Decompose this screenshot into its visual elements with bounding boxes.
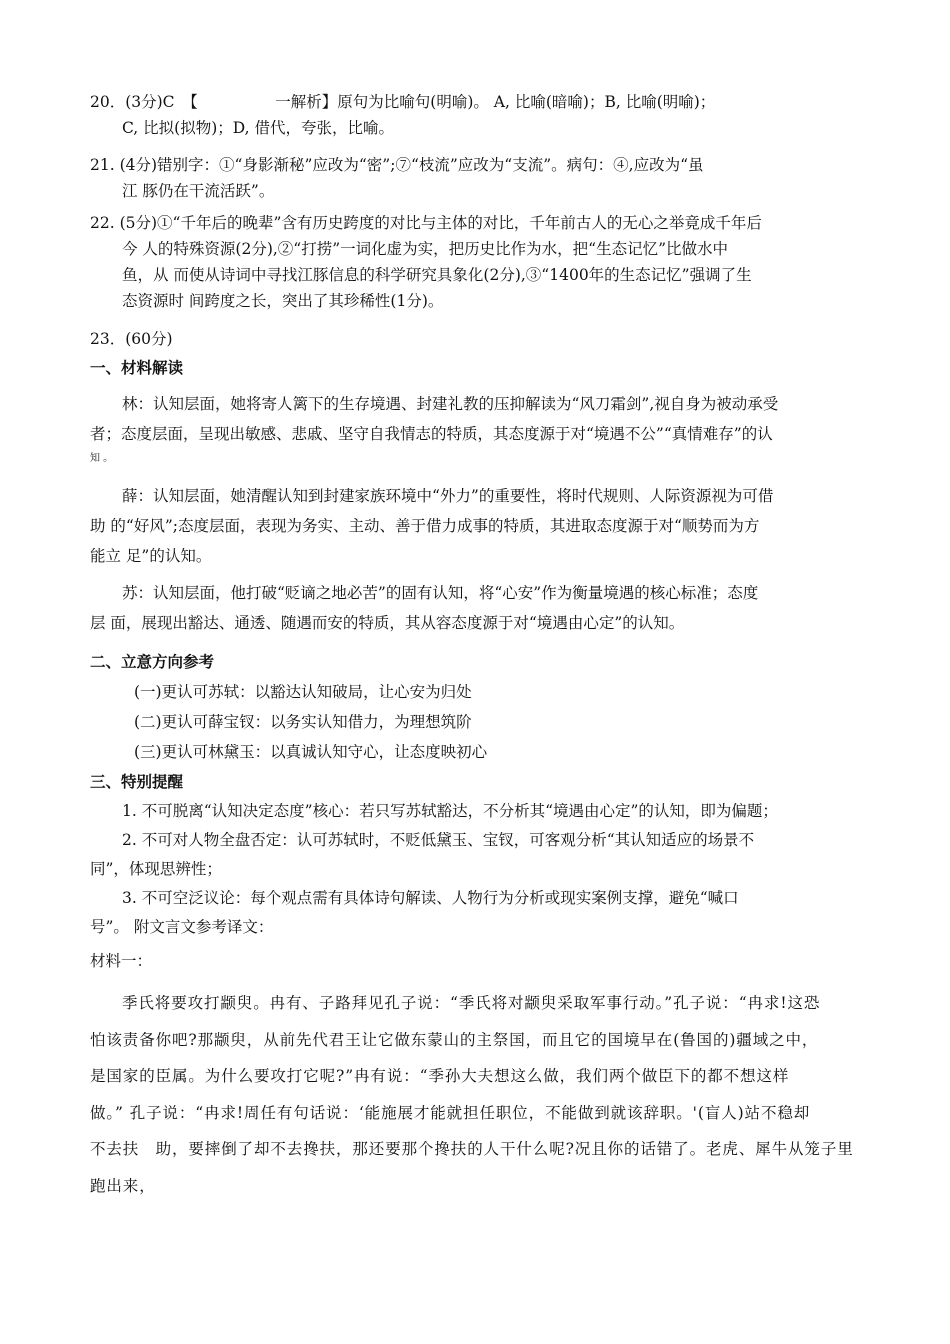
reminder-3-line2: 号”。 附文言文参考译文： (90, 918, 274, 936)
answer-22-line1: 22. (5分)①“千年后的晚辈”含有历史跨度的对比与主体的对比，千年前古人的无心之举竟成千年后 (90, 214, 762, 232)
paragraph-xue-line1: 薛：认知层面，她清醒认知到封建家族环境中“外力”的重要性，将时代规则、人际资源视为可借 (122, 487, 774, 505)
answer-22 (90, 210, 865, 314)
answer-23-title: 23．(60分) (90, 330, 173, 348)
paragraph-xue-line3: 能立 足”的认知。 (90, 547, 212, 565)
material-line5: 不去扶 助，要摔倒了却不去搀扶，那还要那个搀扶的人干什么呢?况且你的话错了。老虎、犀牛从笼子里 (90, 1140, 854, 1158)
section-1 (90, 355, 865, 381)
reminder-2-line1: 2. 不可对人物全盘否定：认可苏轼时，不贬低黛玉、宝钗，可客观分析“其认知适应的场景不 (122, 831, 755, 849)
answer-23 (90, 326, 865, 352)
paragraph-xue (90, 481, 865, 571)
material-line3: 是国家的臣属。为什么要攻打它呢?”冉有说：“季孙大夫想这么做，我们两个做臣下的都不想这样 (90, 1067, 790, 1085)
answer-22-line2: 今 人的特殊资源(2分),②“打捞”一词化虚为实，把历史比作为水，把“生态记忆”比做水中 (122, 240, 729, 258)
reminder-2-line2: 同”，体现思辨性； (90, 860, 222, 878)
answer-20-line2: C, 比拟(拟物)；D, 借代，夸张，比喻。 (122, 119, 394, 137)
paragraph-lin-line1: 林：认知层面，她将寄人篱下的生存境遇、封建礼教的压抑解读为“风刀霜剑”,视自身为被动承受 (122, 395, 779, 413)
material-1 (90, 948, 865, 974)
answer-22-line3: 鱼，从 而使从诗词中寻找江豚信息的科学研究具象化(2分),③“1400年的生态记忆”强调了生 (122, 266, 752, 284)
paragraph-su (90, 578, 865, 638)
section-2-item-1: (一)更认可苏轼：以豁达认知破局，让心安为归处 (134, 683, 472, 701)
material-line6: 跑出来， (90, 1176, 156, 1195)
answer-20-line1: 20．(3分)C 【 一解析】原句为比喻句(明喻)。 A, 比喻(暗喻)；B, 比喻(明喻)； (90, 93, 716, 111)
answer-21-line2: 江 豚仍在干流活跃”。 (122, 182, 275, 200)
section-2 (90, 647, 865, 767)
section-2-heading: 二、立意方向参考 (90, 653, 215, 671)
paragraph-lin-line2: 者；态度层面，呈现出敏感、悲戚、坚守自我情志的特质，其态度源于对“境遇不公”“真情难存”的认 (90, 425, 773, 443)
material-1-title: 材料一： (90, 952, 153, 970)
paragraph-lin (90, 389, 865, 469)
answer-21 (90, 152, 865, 204)
answer-20 (90, 89, 865, 141)
section-3 (90, 768, 865, 942)
paragraph-su-line2: 层 面，展现出豁达、通透、随遇而安的特质，其从容态度源于对“境遇由心定”的认知。 (90, 614, 685, 632)
material-line2: 怕该责备你吧?那颛臾，从前先代君王让它做东蒙山的主祭国，而且它的国境早在(鲁国的)疆域之中， (90, 1030, 819, 1049)
section-3-heading: 三、特别提醒 (90, 773, 184, 791)
paragraph-xue-line2: 助 的“好风”;态度层面，表现为务实、主动、善于借力成事的特质，其进取态度源于对“顺势而为方 (90, 517, 760, 535)
section-2-item-2: (二)更认可薛宝钗：以务实认知借力，为理想筑阶 (134, 713, 472, 731)
reminder-1: 1. 不可脱离“认知决定态度”核心：若只写苏轼豁达，不分析其“境遇由心定”的认知，即为偏题； (122, 802, 778, 820)
paragraph-lin-line3: 知 。 (90, 453, 114, 464)
answer-21-line1: 21. (4分)错别字：①“身影渐秘”应改为“密”;⑦“枝流”应改为“支流”。病句：④,应改为“虽 (90, 156, 704, 174)
material-line1: 季氏将要攻打颛臾。冉有、子路拜见孔子说：“季氏将对颛臾采取军事行动。”孔子说：“冉求!这恐 (122, 994, 821, 1012)
material-1-translation (90, 985, 865, 1204)
material-line4: 做。” 孔子说：“冉求!周任有句话说：‘能施展才能就担任职位，不能做到就该辞职。'(盲人)站不稳却 (90, 1103, 811, 1122)
section-2-item-3: (三)更认可林黛玉：以真诚认知守心，让态度映初心 (134, 743, 488, 761)
answer-22-line4: 态资源时 间跨度之长，突出了其珍稀性(1分)。 (122, 292, 444, 310)
section-1-heading: 一、材料解读 (90, 359, 184, 377)
paragraph-su-line1: 苏：认知层面，他打破“贬谪之地必苦”的固有认知，将“心安”作为衡量境遇的核心标准；态度 (122, 584, 759, 602)
reminder-3-line1: 3. 不可空泛议论：每个观点需有具体诗句解读、人物行为分析或现实案例支撑，避免“喊口 (122, 889, 739, 907)
